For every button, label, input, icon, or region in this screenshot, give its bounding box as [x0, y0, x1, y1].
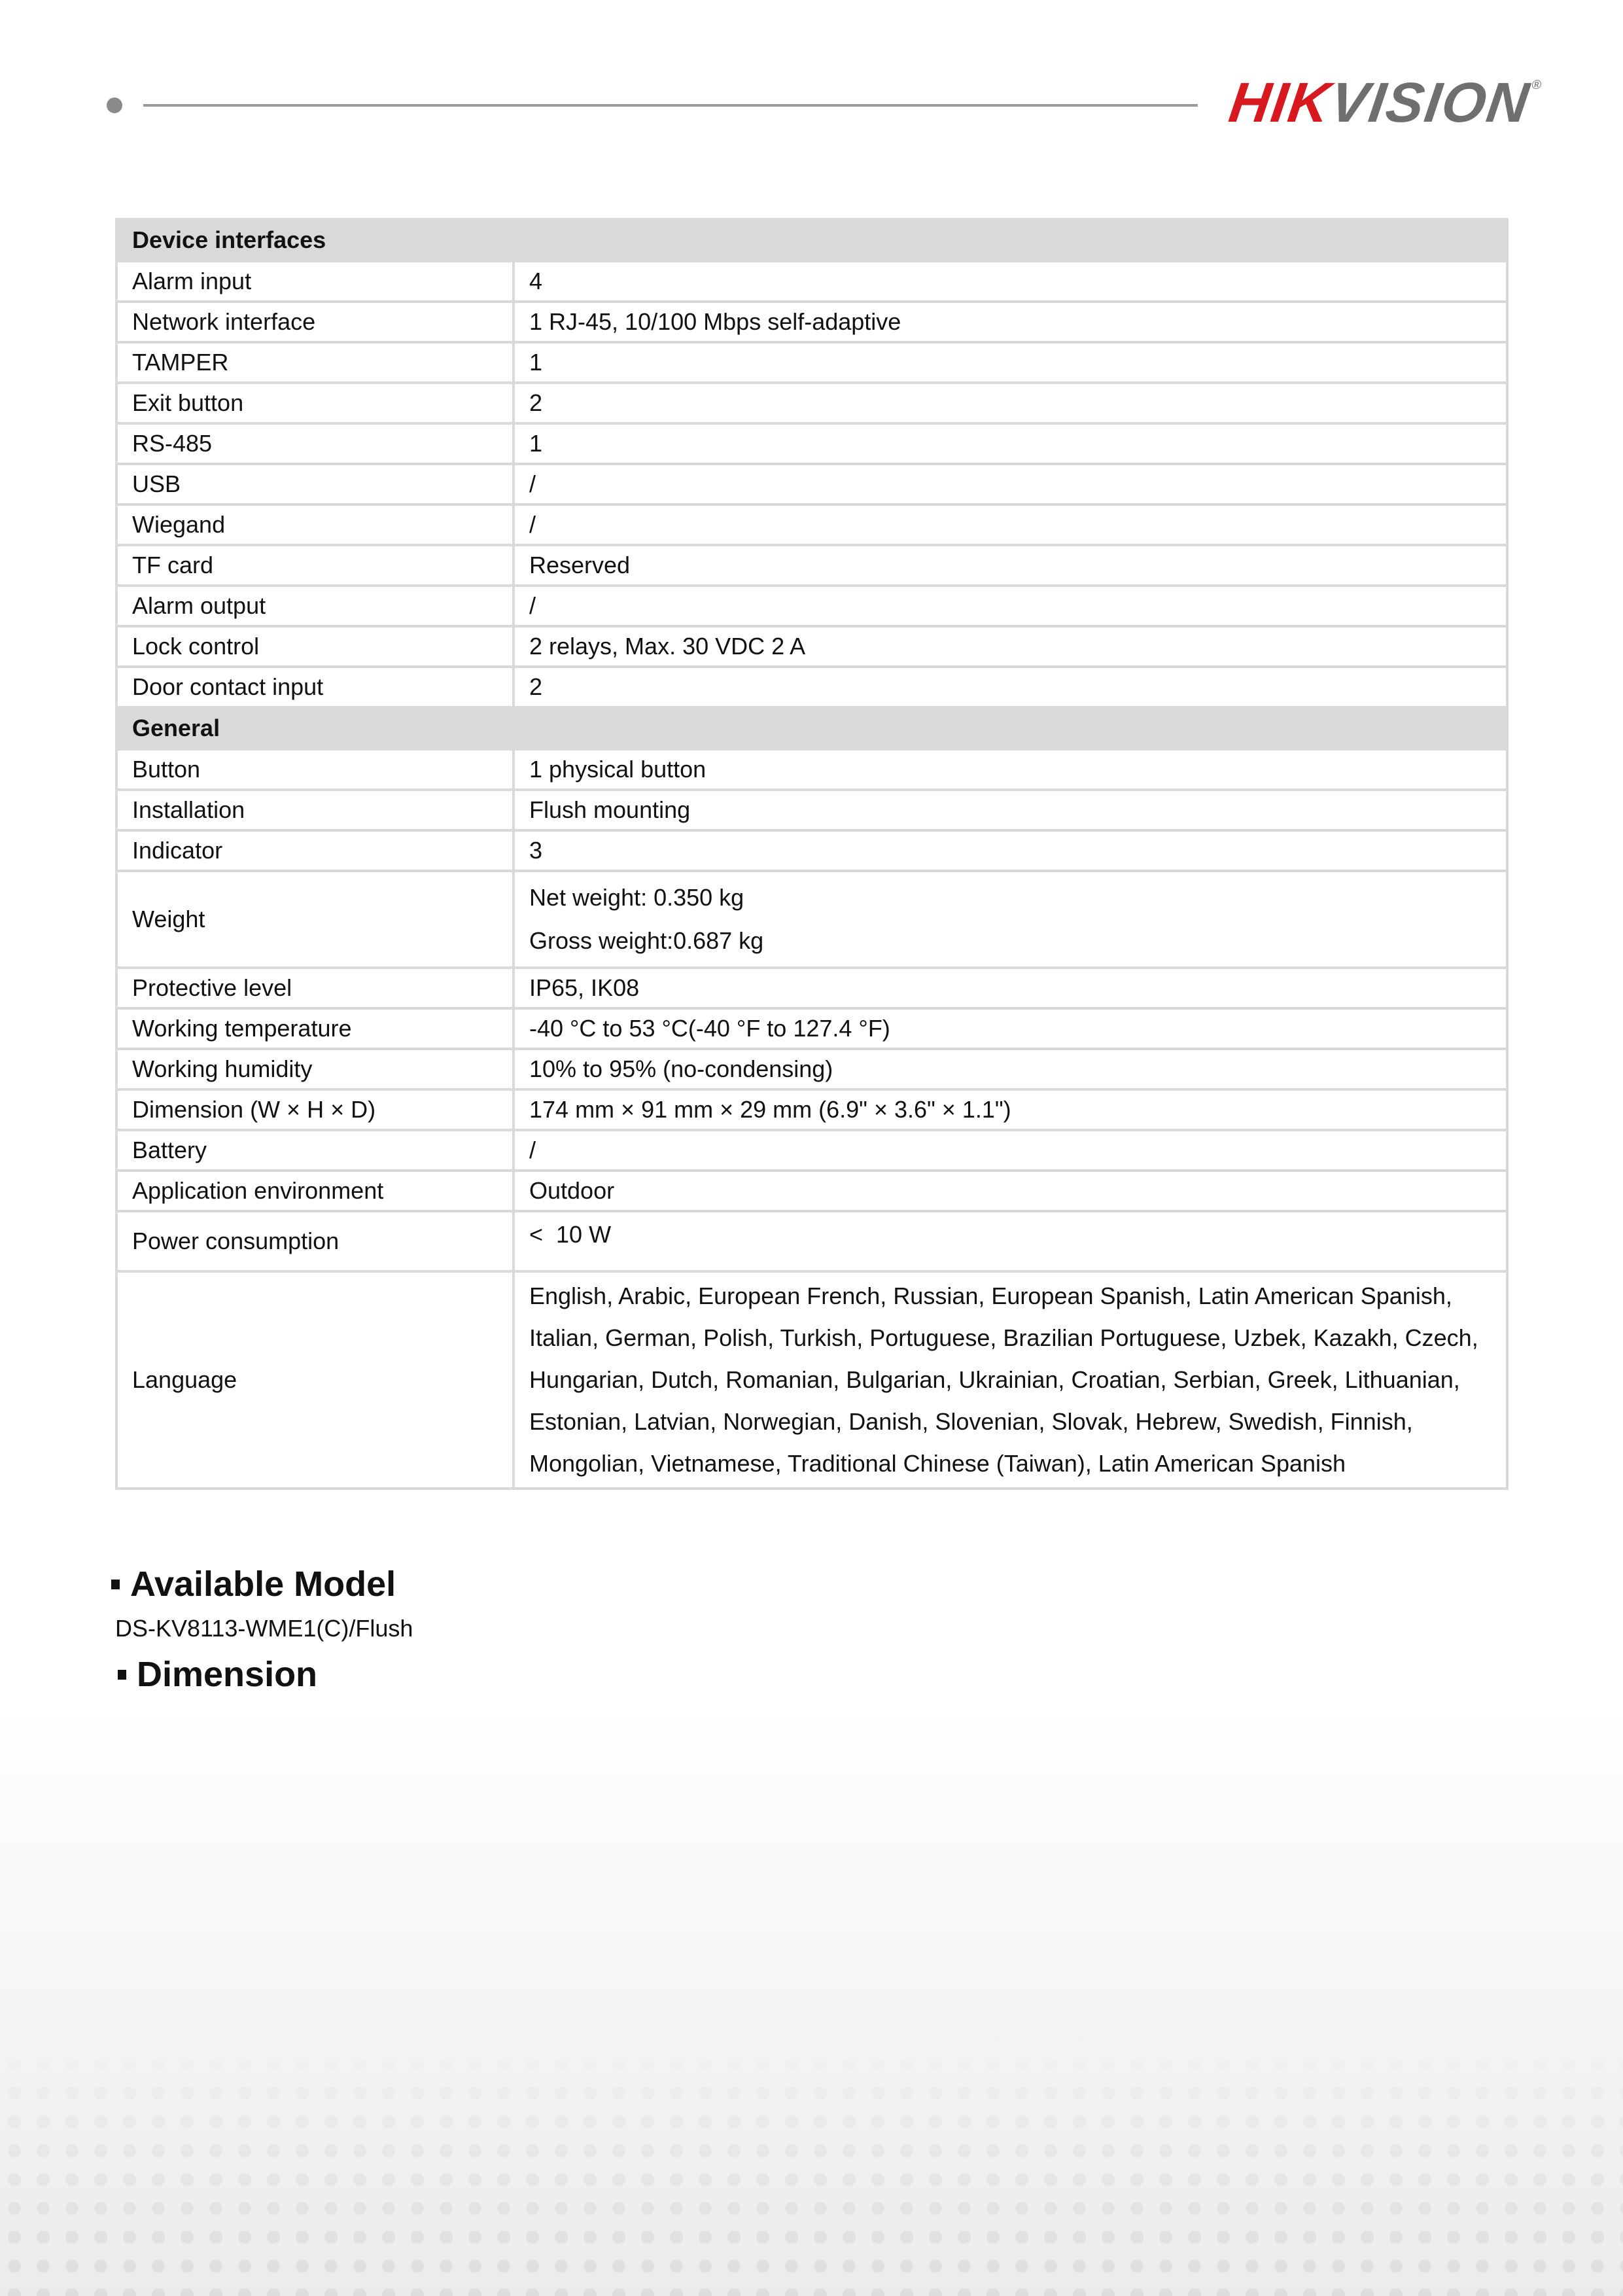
table-row [116, 790, 1507, 830]
spec-label: Button [116, 749, 514, 790]
spec-label: Alarm output [116, 586, 514, 626]
spec-label: USB [116, 464, 514, 504]
spec-value: -40 °C to 53 °C(-40 °F to 127.4 °F) [514, 1008, 1507, 1049]
spec-label: Working temperature [116, 1008, 514, 1049]
available-model-heading [111, 1564, 396, 1604]
table-row [116, 830, 1507, 871]
table-row [116, 342, 1507, 383]
table-row [116, 626, 1507, 667]
available-model-title: Available Model [130, 1564, 396, 1604]
spec-label: Exit button [116, 383, 514, 423]
spec-value: Reserved [514, 545, 1507, 586]
spec-value: / [514, 586, 1507, 626]
spec-label: Lock control [116, 626, 514, 667]
spec-value: 2 [514, 667, 1507, 707]
table-row [116, 464, 1507, 504]
dimension-heading [118, 1654, 317, 1695]
spec-value: 10% to 95% (no-condensing) [514, 1049, 1507, 1089]
square-bullet-icon [118, 1670, 126, 1680]
spec-label: Wiegand [116, 504, 514, 545]
table-row [116, 1130, 1507, 1171]
spec-value: Flush mounting [514, 790, 1507, 830]
table-row [116, 504, 1507, 545]
spec-label: Installation [116, 790, 514, 830]
spec-value: English, Arabic, European French, Russian, European Spanish, Latin American Spanish, Italian, German, Polish, Turkish, Portuguese, Brazilian Portuguese, Uzbek, Kazakh, Czech, Hungarian, Dutch, Romanian, Bulgarian, Ukrainian, Croatian, Serbian, Greek, Lithuanian, Estonian, Latvian, Norwegian, Danish, Slovenian, Slovak, Hebrew, Swedish, Finnish, Mongolian, Vietnamese, Traditional Chinese (Taiwan), Latin American Spanish [514, 1271, 1507, 1489]
spec-label: Dimension (W × H × D) [116, 1089, 514, 1130]
spec-value: 1 physical button [514, 749, 1507, 790]
logo-hik: HIK [1225, 71, 1335, 134]
spec-label: Weight [116, 871, 514, 968]
table-row [116, 545, 1507, 586]
table-row [116, 1171, 1507, 1211]
table-row [116, 302, 1507, 342]
table-row [116, 749, 1507, 790]
model-number: DS-KV8113-WME1(C)/Flush [115, 1615, 413, 1642]
spec-value: 1 [514, 342, 1507, 383]
spec-label: Power consumption [116, 1211, 514, 1271]
spec-value: < 10 W [514, 1211, 1507, 1271]
page-background-dot-pattern [0, 2021, 1623, 2296]
table-row [116, 1008, 1507, 1049]
table-row [116, 261, 1507, 302]
table-row [116, 586, 1507, 626]
gross-weight: Gross weight:0.687 kg [529, 927, 764, 954]
table-row-weight [116, 871, 1507, 968]
table-row [116, 423, 1507, 464]
square-bullet-icon [111, 1580, 120, 1589]
spec-value: 4 [514, 261, 1507, 302]
spec-label: Working humidity [116, 1049, 514, 1089]
table-row [116, 968, 1507, 1008]
spec-value: 2 [514, 383, 1507, 423]
spec-label: Battery [116, 1130, 514, 1171]
spec-value: 1 [514, 423, 1507, 464]
section-title: Device interfaces [116, 219, 1507, 261]
section-row-general [116, 707, 1507, 749]
table-row [116, 1049, 1507, 1089]
header-rule [143, 104, 1198, 107]
dimension-title: Dimension [137, 1655, 318, 1694]
spec-value: IP65, IK08 [514, 968, 1507, 1008]
spec-value: Outdoor [514, 1171, 1507, 1211]
table-row-language [116, 1271, 1507, 1489]
spec-label: Alarm input [116, 261, 514, 302]
spec-value [514, 871, 1507, 968]
table-row [116, 667, 1507, 707]
section-title: General [116, 707, 1507, 749]
spec-value: 2 relays, Max. 30 VDC 2 A [514, 626, 1507, 667]
hikvision-logo [1225, 71, 1544, 134]
spec-label: TAMPER [116, 342, 514, 383]
table-row [116, 383, 1507, 423]
net-weight: Net weight: 0.350 kg [529, 884, 744, 911]
spec-label: Language [116, 1271, 514, 1489]
spec-label: Protective level [116, 968, 514, 1008]
section-row-device-interfaces [116, 219, 1507, 261]
spec-label: TF card [116, 545, 514, 586]
spec-value: / [514, 464, 1507, 504]
spec-label: Application environment [116, 1171, 514, 1211]
spec-table [115, 218, 1509, 1490]
spec-label: Network interface [116, 302, 514, 342]
spec-value: / [514, 1130, 1507, 1171]
table-row-power [116, 1211, 1507, 1271]
spec-label: Indicator [116, 830, 514, 871]
logo-vision: VISION [1326, 71, 1534, 134]
spec-label: RS-485 [116, 423, 514, 464]
table-row [116, 1089, 1507, 1130]
spec-value: 3 [514, 830, 1507, 871]
spec-value: 174 mm × 91 mm × 29 mm (6.9" × 3.6" × 1.1") [514, 1089, 1507, 1130]
spec-value: / [514, 504, 1507, 545]
header-dot-ornament [107, 97, 122, 113]
registered-mark-icon: ® [1530, 78, 1544, 92]
spec-value: 1 RJ-45, 10/100 Mbps self-adaptive [514, 302, 1507, 342]
spec-label: Door contact input [116, 667, 514, 707]
